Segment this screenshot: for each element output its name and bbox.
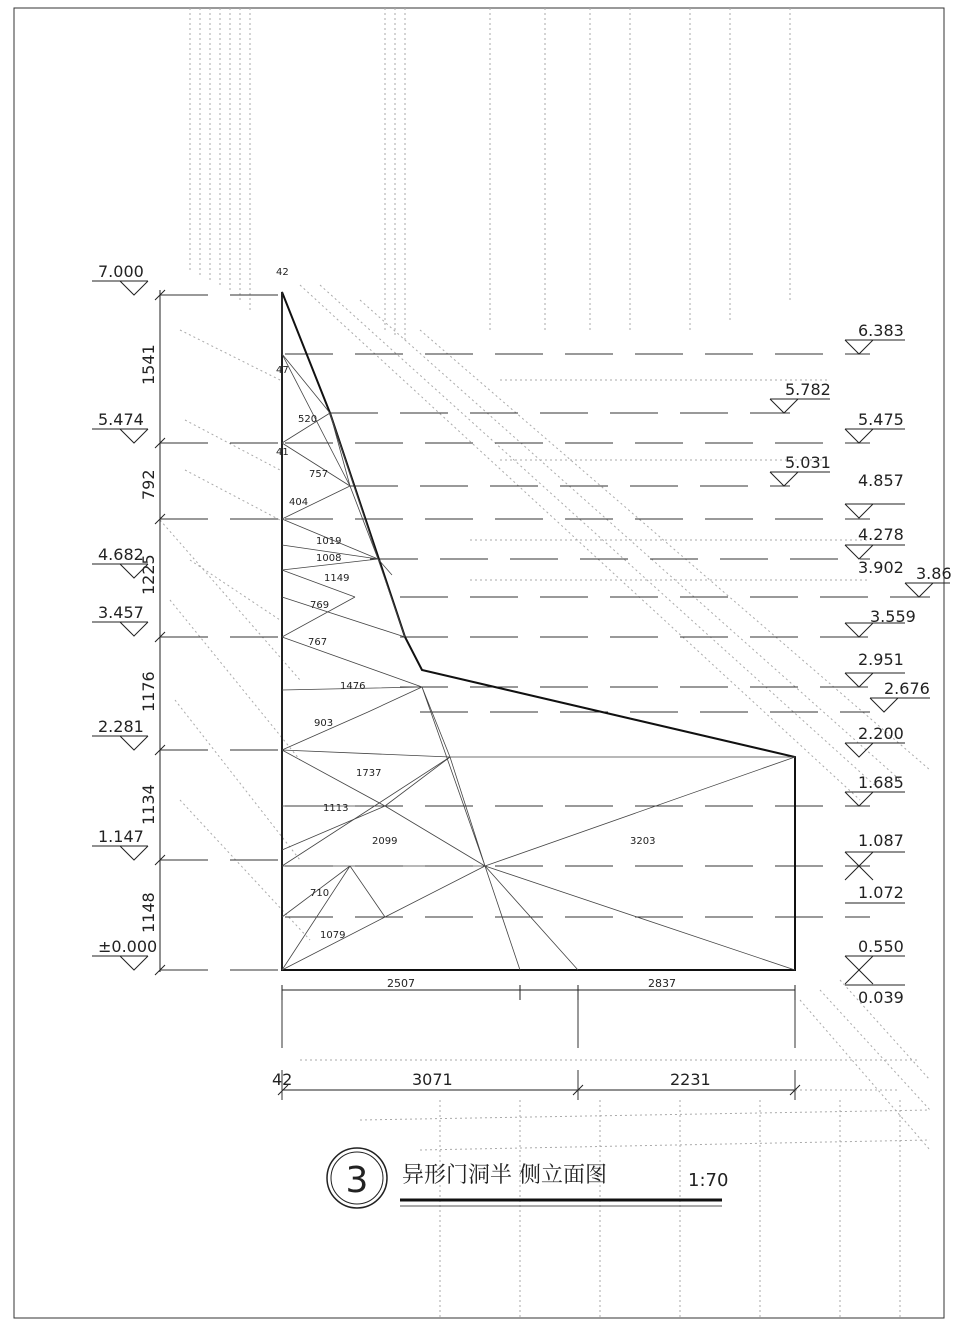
- member-label: 769: [310, 600, 330, 611]
- elevation-right-label: 2.676: [884, 679, 930, 698]
- member-label: 47: [276, 365, 289, 376]
- outer-dim-label: 3071: [412, 1070, 453, 1089]
- horizontal-dimension-labels: [272, 977, 711, 1089]
- vertical-dim-label: 1225: [139, 554, 158, 595]
- elevation-right-label: 6.383: [858, 321, 904, 340]
- elevation-right-label: 0.039: [858, 988, 904, 1007]
- elevation-right-label: 4.278: [858, 525, 904, 544]
- member-label: 1019: [316, 536, 342, 547]
- member-label: 757: [309, 469, 329, 480]
- inner-dim-label: 2837: [648, 977, 676, 990]
- outer-dim-label: 42: [272, 1070, 293, 1089]
- inner-dim-label: 2507: [387, 977, 415, 990]
- elevation-right-label: 3.86: [916, 564, 952, 583]
- right-elevation-labels: [785, 321, 952, 1007]
- elevation-right-label: 3.902: [858, 558, 904, 577]
- drawing-title: 异形门洞半 侧立面图: [402, 1163, 607, 1188]
- elevation-left-label: 1.147: [98, 827, 144, 846]
- elevation-right-label: 5.782: [785, 380, 831, 399]
- elevation-left-label: 5.474: [98, 410, 144, 429]
- drawing-scale: 1:70: [688, 1170, 729, 1191]
- vertical-dim-label: 1148: [139, 892, 158, 933]
- truss-outline: [282, 292, 795, 970]
- member-label: 1476: [340, 681, 366, 692]
- member-label: 2099: [372, 836, 398, 847]
- member-label: 710: [310, 888, 330, 899]
- elevation-left-label: 4.682: [98, 545, 144, 564]
- member-label: 404: [289, 497, 309, 508]
- elevation-right-label: 2.200: [858, 724, 904, 743]
- member-label: 1737: [356, 768, 382, 779]
- truss-members: [282, 297, 795, 970]
- vertical-dim-label: 1134: [139, 784, 158, 825]
- elevation-right-label: 1.087: [858, 831, 904, 850]
- member-label: 41: [276, 447, 289, 458]
- vertical-dim-label: 792: [139, 469, 158, 500]
- elevation-right-label: 0.550: [858, 937, 904, 956]
- elevation-right-label: 1.685: [858, 773, 904, 792]
- sheet-border: [14, 8, 944, 1318]
- member-label: 1113: [323, 803, 349, 814]
- elevation-right-label: 5.031: [785, 453, 831, 472]
- elevation-left-label: 7.000: [98, 262, 144, 281]
- member-label: 42: [276, 267, 289, 278]
- elevation-right-label: 1.072: [858, 883, 904, 902]
- drawing-number: 3: [345, 1160, 369, 1201]
- left-dimension-line: [155, 290, 165, 975]
- member-length-labels: [276, 267, 655, 941]
- member-label: 1149: [324, 573, 350, 584]
- elevation-right-label: 5.475: [858, 410, 904, 429]
- background-trace-lines: [160, 8, 930, 1318]
- title-block: [327, 1148, 728, 1208]
- elevation-left-label: 3.457: [98, 603, 144, 622]
- bottom-dimension-lines: [278, 985, 800, 1100]
- member-label: 903: [314, 718, 334, 729]
- elevation-right-label: 2.951: [858, 650, 904, 669]
- member-label: 767: [308, 637, 328, 648]
- vertical-dim-label: 1176: [139, 671, 158, 712]
- outer-dim-label: 2231: [670, 1070, 711, 1089]
- elevation-right-label: 3.559: [870, 607, 916, 626]
- vertical-dim-label: 1541: [139, 344, 158, 385]
- member-label: 1008: [316, 553, 342, 564]
- elevation-right-label: 4.857: [858, 471, 904, 490]
- elevation-left-label: 2.281: [98, 717, 144, 736]
- member-label: 3203: [630, 836, 656, 847]
- member-label: 1079: [320, 930, 346, 941]
- elevation-left-label: ±0.000: [98, 937, 158, 956]
- member-label: 520: [298, 414, 318, 425]
